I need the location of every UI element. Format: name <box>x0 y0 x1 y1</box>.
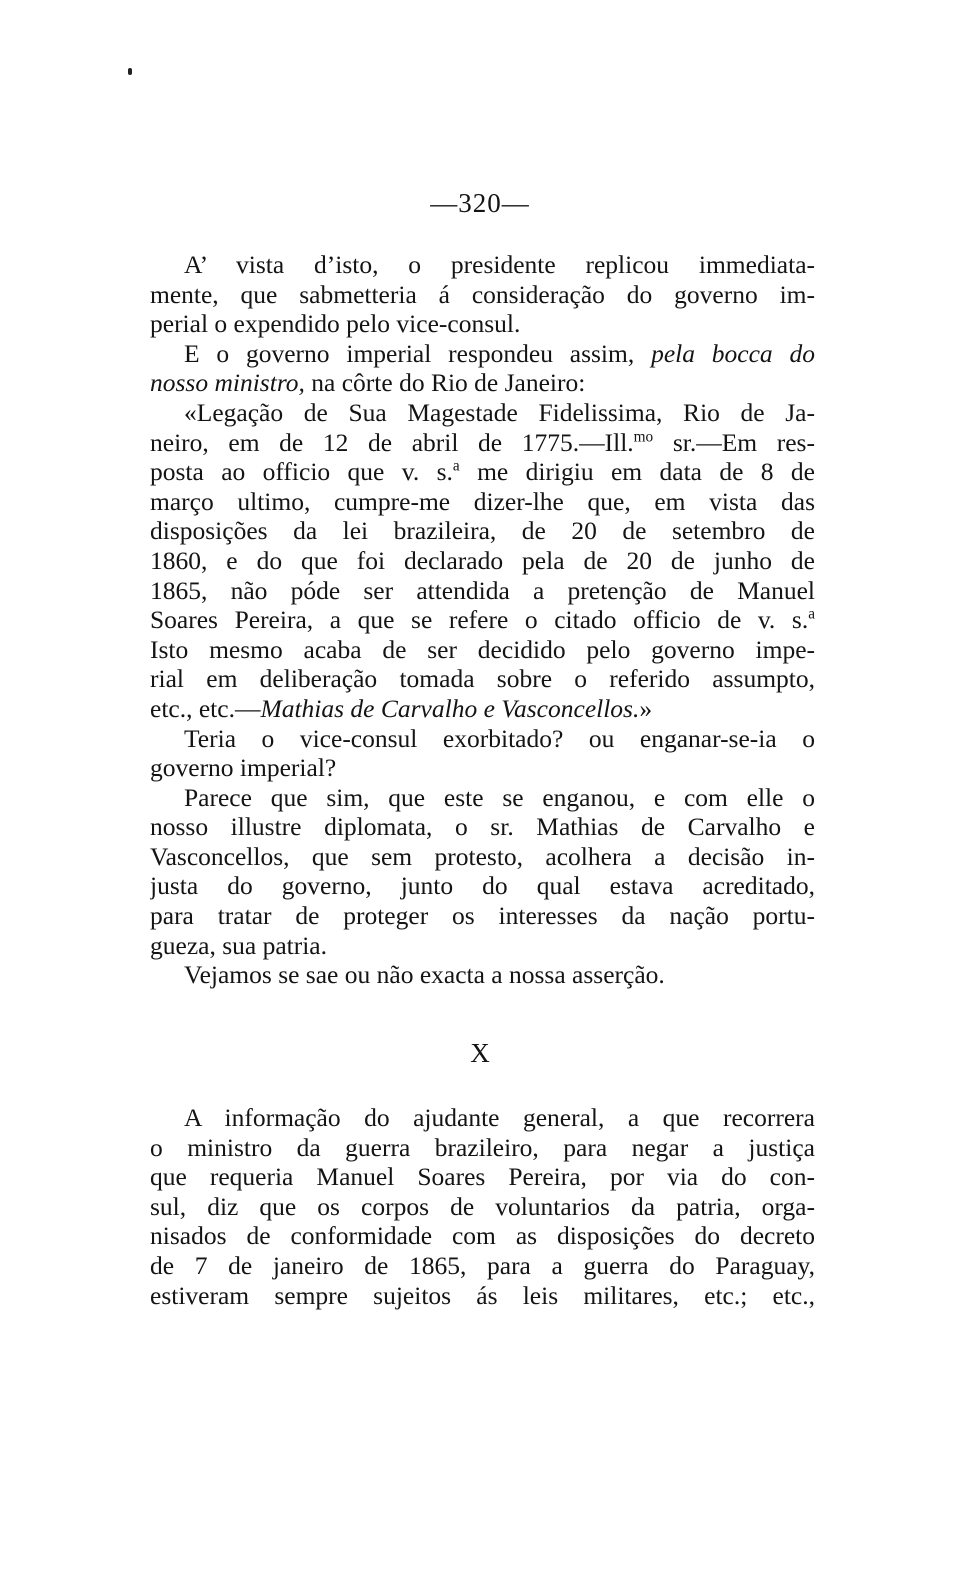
text-line <box>150 1192 815 1222</box>
text-line <box>150 487 815 517</box>
line-text: março ultimo, cumpre-me dizer-lhe que, em vista das <box>150 486 815 516</box>
text-line <box>150 605 815 635</box>
page-number: —320— <box>430 188 530 218</box>
line-text: Teria o vice-consul exorbitado? ou enganar-se-ia o <box>184 723 815 753</box>
line-text: rial em deliberação tomada sobre o referido assumpto, <box>150 664 815 694</box>
line-text: gueza, sua patria. <box>150 930 327 960</box>
superscript: a <box>452 457 460 475</box>
text-line <box>150 635 815 665</box>
line-text: » <box>639 693 653 723</box>
italic-text: nosso ministro, <box>150 368 305 398</box>
stray-ink-mark <box>128 68 132 75</box>
text-line <box>150 516 815 546</box>
line-text: «Legação de Sua Magestade Fidelissima, Rio de Ja- <box>184 397 815 427</box>
superscript: mo <box>633 428 654 446</box>
text-line <box>150 812 815 842</box>
line-text: justa do governo, junto do qual estava acreditado, <box>150 871 815 901</box>
text-line <box>150 1103 815 1133</box>
text-line <box>150 1162 815 1192</box>
text-line <box>150 960 815 990</box>
text-line <box>150 428 815 458</box>
text-line <box>150 576 815 606</box>
superscript: a <box>808 605 815 623</box>
line-text: 1865, não póde ser attendida a pretenção de Manuel <box>150 575 815 605</box>
text-line <box>150 1221 815 1251</box>
text-line <box>150 309 815 339</box>
text-line <box>150 664 815 694</box>
line-text: etc., etc.— <box>150 693 261 723</box>
section-heading: X <box>470 1038 490 1068</box>
line-text: governo imperial? <box>150 753 337 783</box>
text-line <box>150 724 815 754</box>
line-text: nisados de conformidade com as disposições do decreto <box>150 1221 815 1251</box>
text-line <box>150 339 815 369</box>
line-text: sr.—Em res- <box>653 427 815 457</box>
line-text: 1860, e do que foi declarado pela de 20 de junho de <box>150 545 815 575</box>
line-text: me dirigiu em data de 8 de <box>459 457 815 487</box>
line-text: Vejamos se sae ou não exacta a nossa asserção. <box>184 960 665 990</box>
text-line <box>150 280 815 310</box>
line-text: Isto mesmo acaba de ser decidido pelo governo impe- <box>150 634 815 664</box>
text-line <box>150 368 815 398</box>
line-text: A’ vista d’isto, o presidente replicou immediata- <box>184 250 815 279</box>
line-text: para tratar de proteger os interesses da nação portu- <box>150 901 815 931</box>
italic-text: Mathias de Carvalho e Vasconcellos. <box>260 693 640 723</box>
line-text: neiro, em de 12 de abril de 1775.—Ill. <box>150 427 634 457</box>
text-line <box>150 694 815 724</box>
line-text: na côrte do Rio de Janeiro: <box>304 368 586 398</box>
text-line <box>150 1133 815 1163</box>
line-text: Soares Pereira, a que se refere o citado officio de v. s. <box>150 605 809 635</box>
line-text: estiveram sempre sujeitos ás leis militares, etc.; etc., <box>150 1280 815 1310</box>
text-line <box>150 931 815 961</box>
text-line <box>150 1281 815 1311</box>
line-text: A informação do ajudante general, a que recorrera <box>184 1103 815 1132</box>
text-line <box>150 457 815 487</box>
text-line <box>150 1251 815 1281</box>
text-line <box>150 546 815 576</box>
line-text: mente, que sabmetteria á consideração do governo im- <box>150 279 815 309</box>
text-line <box>150 398 815 428</box>
line-text: que requeria Manuel Soares Pereira, por via do con- <box>150 1162 815 1192</box>
line-text: de 7 de janeiro de 1865, para a guerra do Paraguay, <box>150 1250 815 1280</box>
text-block-before-section <box>150 250 815 990</box>
text-line <box>150 250 815 280</box>
text-line <box>150 783 815 813</box>
line-text: Vasconcellos, que sem protesto, acolhera a decisão in- <box>150 841 815 871</box>
line-text: sul, diz que os corpos de voluntarios da patria, orga- <box>150 1191 815 1221</box>
text-line <box>150 842 815 872</box>
line-text: Parece que sim, que este se enganou, e com elle o <box>184 782 815 812</box>
line-text: posta ao officio que v. s. <box>150 457 453 487</box>
text-line <box>150 871 815 901</box>
italic-text: pela bocca do <box>651 338 815 368</box>
line-text: nosso illustre diplomata, o sr. Mathias de Carvalho e <box>150 812 815 842</box>
text-line <box>150 901 815 931</box>
text-block-section-x <box>150 1103 815 1310</box>
line-text: disposições da lei brazileira, de 20 de setembro de <box>150 516 815 546</box>
text-line <box>150 753 815 783</box>
line-text: perial o expendido pelo vice-consul. <box>150 309 521 339</box>
line-text: o ministro da guerra brazileiro, para negar a justiça <box>150 1132 815 1162</box>
line-text: E o governo imperial respondeu assim, <box>184 338 652 368</box>
